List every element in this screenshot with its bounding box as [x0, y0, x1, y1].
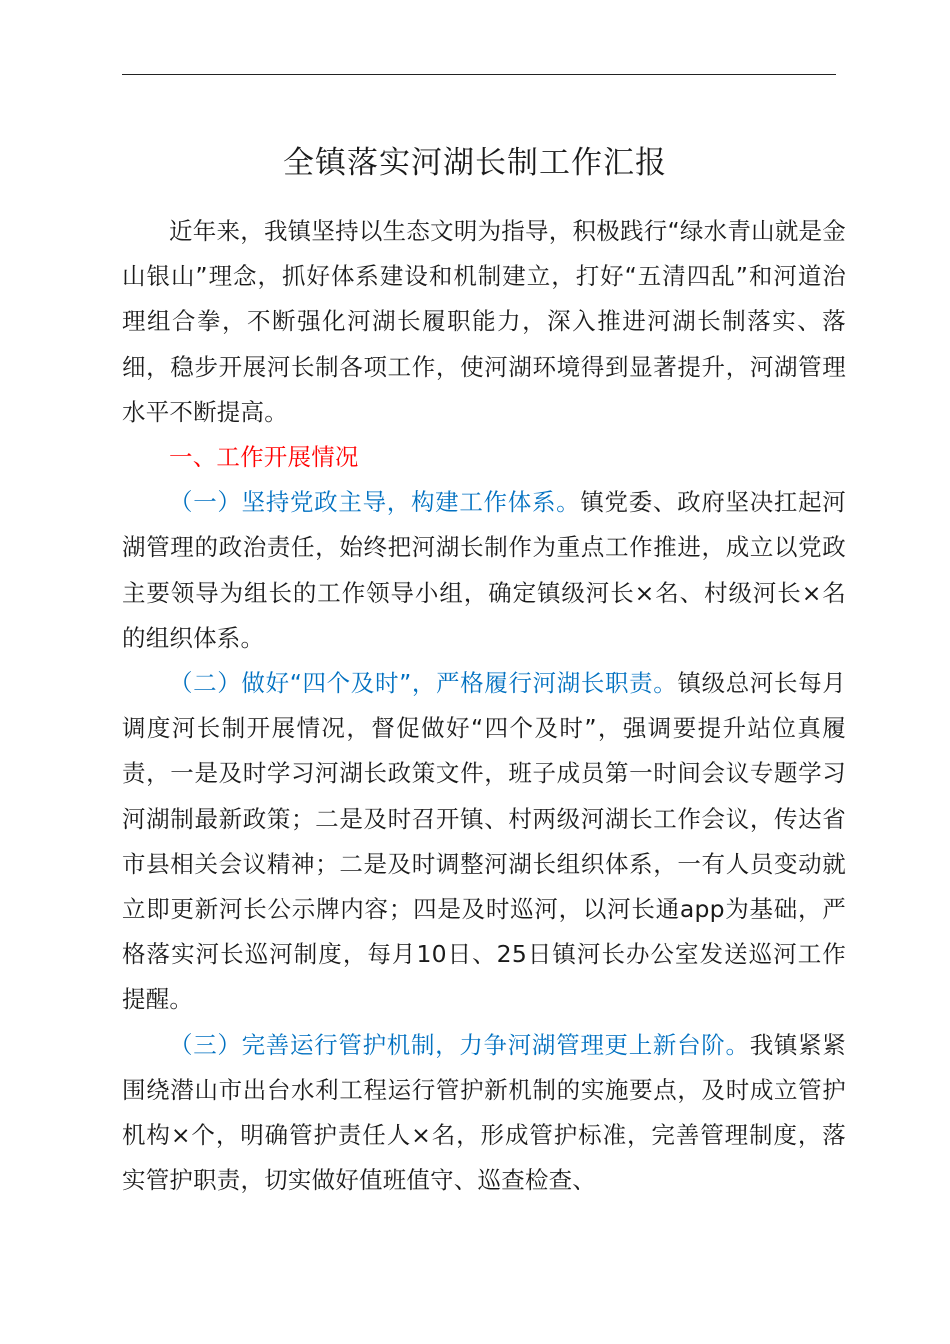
section-heading: 一、工作开展情况 — [169, 443, 359, 472]
intro-paragraph: 近年来，我镇坚持以生态文明为指导，积极践行“绿水青山就是金山银山”理念，抓好体系建设和机制建立，打好“五清四乱”和河道治理组合拳，不断强化河湖长履职能力，深入推进河湖长制落实、落细，稳步开展河长制各项工作，使河湖环境得到显著提升，河湖管理水平不断提高。 — [122, 217, 846, 426]
item-paragraph-2 — [122, 661, 846, 1023]
item-lead-2: （二）做好“四个及时”，严格履行河湖长职责。 — [169, 669, 678, 698]
item-paragraph-3 — [122, 1023, 846, 1204]
item-lead-3: （三）完善运行管护机制，力争河湖管理更上新台阶。 — [169, 1030, 750, 1059]
page-title: 全镇落实河湖长制工作汇报 — [283, 145, 667, 181]
item-paragraph-1 — [122, 480, 846, 661]
item-lead-1: （一）坚持党政主导，构建工作体系。 — [169, 488, 581, 517]
item-text-1: 镇党委、政府坚决扛起河湖管理的政治责任，始终把河湖长制作为重点工作推进，成立以党政主要领导为组长的工作领导小组，确定镇级河长×名、村级河长×名的组织体系。 — [122, 488, 847, 652]
item-text-3: 我镇紧紧围绕潜山市出台水利工程运行管护新机制的实施要点，及时成立管护机构×个，明确管护责任人×名，形成管护标准，完善管理制度，落实管护职责，切实做好值班值守、巡查检查、 — [122, 1030, 846, 1195]
header-rule — [122, 74, 836, 75]
document-body — [122, 209, 846, 1203]
item-text-2: 镇级总河长每月调度河长制开展情况，督促做好“四个及时”，强调要提升站位真履责，一是及时学习河湖长政策文件，班子成员第一时间会议专题学习河湖制最新政策；二是及时召开镇、村两级河湖长工作会议，传达省市县相关会议精神；二是及时调整河湖长组织体系，一有人员变动就立即更新河长公示牌内容；四是及时巡河，以河长通app为基础，严格落实河长巡河制度，每月10日、25日镇河长办公室发送巡河工作提醒。 — [122, 669, 846, 1014]
